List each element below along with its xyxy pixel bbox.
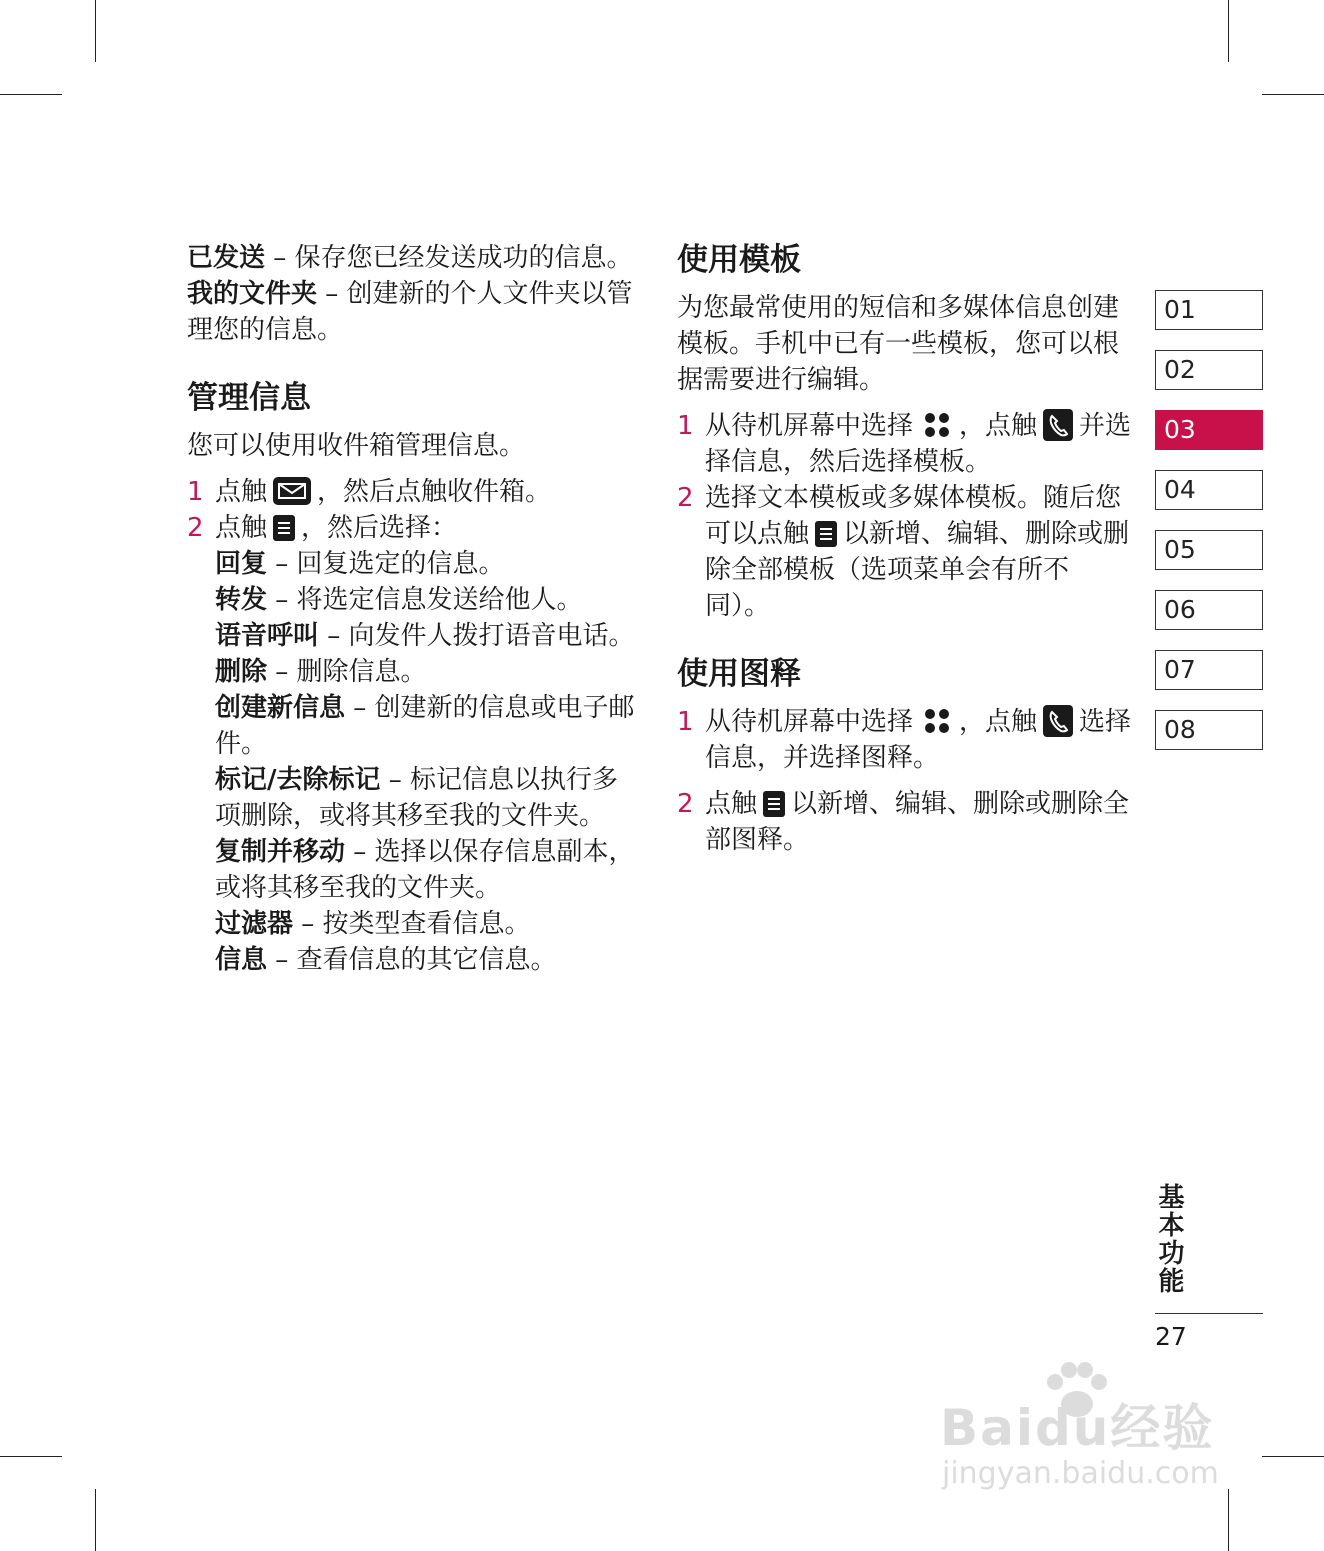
left-column xyxy=(187,240,637,978)
menu-icon xyxy=(815,521,837,547)
section-title-emoticons: 使用图释 xyxy=(677,656,801,692)
chapter-tab-07[interactable]: 07 xyxy=(1155,650,1263,690)
apps-dots-icon xyxy=(919,411,953,439)
option-item: 创建新信息 – 创建新的信息或电子邮件。 xyxy=(215,693,635,759)
emoticons-step-2: 2 点触 以新增、编辑、删除或删除全部图释。 xyxy=(677,789,1130,855)
section-intro: 您可以使用收件箱管理信息。 xyxy=(187,431,526,461)
step-1: 1 点触 ，然后点触收件箱。 xyxy=(187,477,552,507)
templates-intro: 为您最常使用的短信和多媒体信息创建模板。手机中已有一些模板，您可以根据需要进行编辑。 xyxy=(677,293,1120,395)
chapter-tab-02[interactable]: 02 xyxy=(1155,350,1263,390)
chapter-side-title: 基本功能 xyxy=(1154,1183,1184,1295)
option-item: 转发 – 将选定信息发送给他人。 xyxy=(215,585,583,615)
crop-mark xyxy=(0,94,62,95)
divider xyxy=(1155,1313,1263,1314)
phone-icon xyxy=(1043,705,1073,737)
watermark-url: jingyan.baidu.com xyxy=(942,1456,1219,1491)
chapter-tab-08[interactable]: 08 xyxy=(1155,710,1263,750)
templates-step-2: 2 选择文本模板或多媒体模板。随后您可以点触 以新增、编辑、删除或删除全部模板（选项菜单会有所不同）。 xyxy=(677,483,1130,621)
apps-dots-icon xyxy=(919,707,953,735)
phone-icon xyxy=(1043,409,1073,441)
option-item: 回复 – 回复选定的信息。 xyxy=(215,549,505,579)
crop-mark xyxy=(0,1456,62,1457)
crop-mark xyxy=(1262,1456,1324,1457)
section-title-templates: 使用模板 xyxy=(677,242,801,278)
page-number: 27 xyxy=(1155,1322,1187,1351)
chapter-tab-03[interactable]: 03 xyxy=(1155,410,1263,450)
chapter-tab-06[interactable]: 06 xyxy=(1155,590,1263,630)
crop-mark xyxy=(1262,94,1324,95)
step-2: 2 点触 ，然后选择： xyxy=(187,513,458,543)
templates-step-1: 1 从待机屏幕中选择 ，点触 并选择信息，然后选择模板。 xyxy=(677,411,1132,477)
watermark-text: Baidu经验 xyxy=(940,1399,1215,1457)
sent-description: 已发送 – 保存您已经发送成功的信息。 xyxy=(187,243,633,273)
option-item: 语音呼叫 – 向发件人拨打语音电话。 xyxy=(215,621,635,651)
option-item: 删除 – 删除信息。 xyxy=(215,657,427,687)
menu-icon xyxy=(763,791,785,817)
chapter-tab-04[interactable]: 04 xyxy=(1155,470,1263,510)
option-item: 信息 – 查看信息的其它信息。 xyxy=(215,945,557,975)
chapter-tab-05[interactable]: 05 xyxy=(1155,530,1263,570)
menu-icon xyxy=(273,515,295,541)
emoticons-step-1: 1 从待机屏幕中选择 ，点触 选择信息，并选择图释。 xyxy=(677,707,1132,773)
right-column xyxy=(677,240,1132,858)
chapter-tab-01[interactable]: 01 xyxy=(1155,290,1263,330)
option-item: 复制并移动 – 选择以保存信息副本，或将其移至我的文件夹。 xyxy=(215,837,635,903)
section-title-manage-messages: 管理信息 xyxy=(187,380,311,416)
option-item: 标记/去除标记 – 标记信息以执行多项删除，或将其移至我的文件夹。 xyxy=(215,765,619,831)
crop-mark xyxy=(95,1489,96,1551)
my-folder-description: 我的文件夹 – 创建新的个人文件夹以管理您的信息。 xyxy=(187,279,633,345)
crop-mark xyxy=(1228,0,1229,62)
envelope-icon xyxy=(273,477,311,505)
crop-mark xyxy=(95,0,96,62)
baidu-watermark xyxy=(940,1360,1250,1510)
option-item: 过滤器 – 按类型查看信息。 xyxy=(215,909,531,939)
